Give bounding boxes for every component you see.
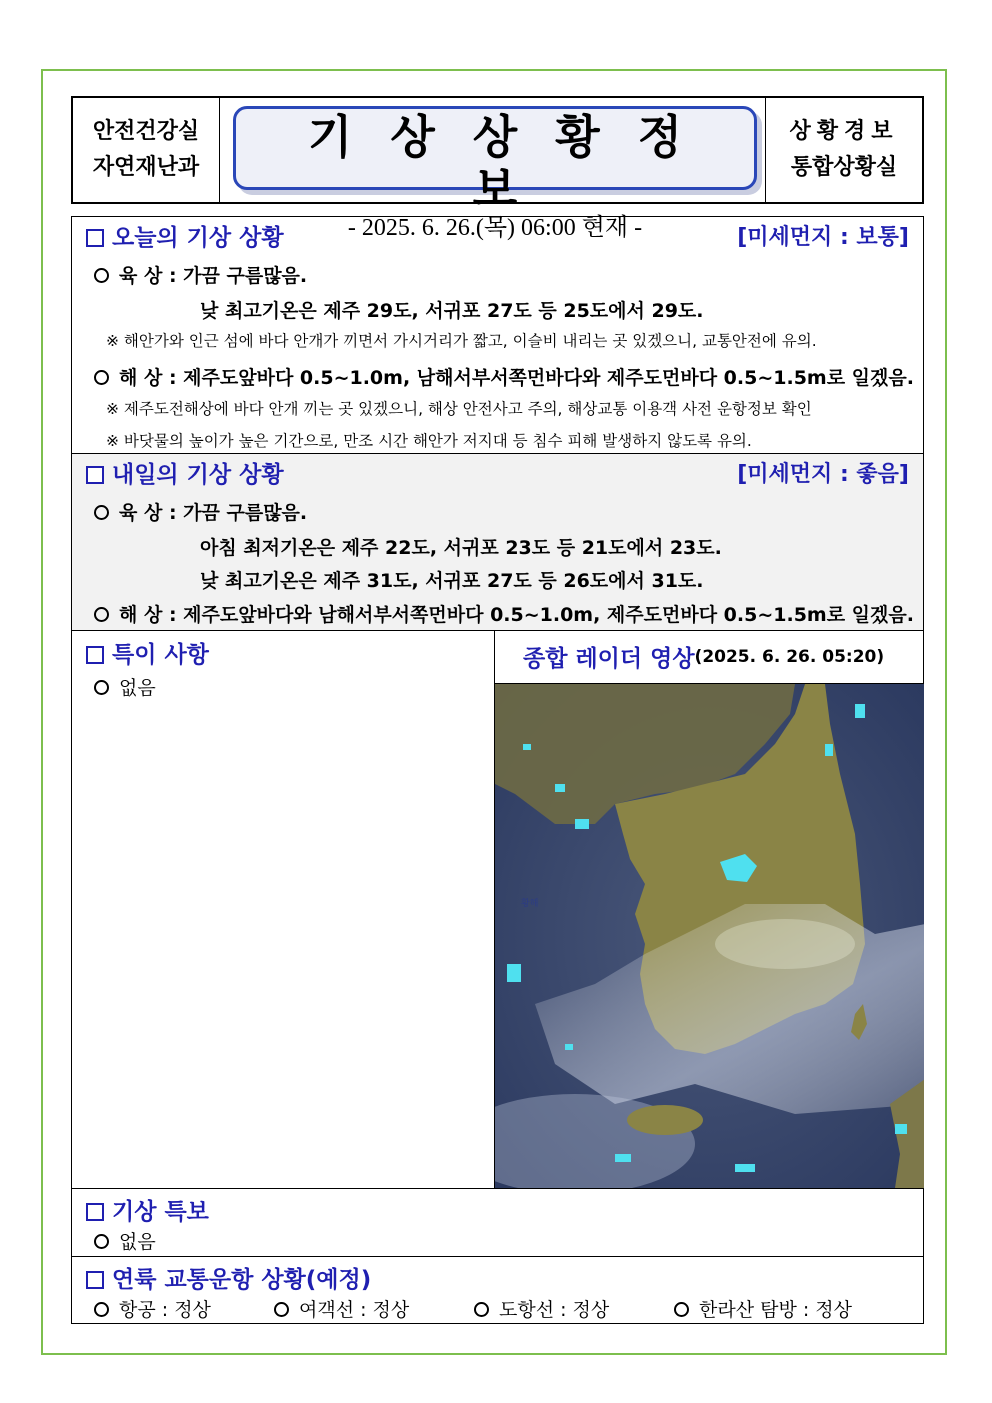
radar-map xyxy=(495,684,924,1188)
report-title: 기상상황정보 xyxy=(307,110,721,216)
checkbox-icon xyxy=(86,229,104,247)
warning-section xyxy=(71,1188,924,1257)
cloud-patch xyxy=(715,919,855,969)
radar-heading xyxy=(494,630,924,684)
tomorrow-section xyxy=(71,453,924,631)
tomorrow-land: 육 상 : 가끔 구름많음. xyxy=(94,498,307,525)
transport-heading: 연륙 교통운항 상황(예정) xyxy=(86,1261,371,1294)
special-heading: 특이 사항 xyxy=(86,636,209,669)
radar-echo xyxy=(735,1164,755,1172)
transport-item-hallasan: 한라산 탐방 : 정상 xyxy=(674,1295,852,1322)
transport-section xyxy=(71,1256,924,1324)
tomorrow-sea: 해 상 : 제주도앞바다와 남해서부서쪽먼바다 0.5~1.0m, 제주도먼바다 0.5~1.5m로 일겠음. xyxy=(94,600,914,627)
circle-bullet-icon xyxy=(94,680,109,695)
today-land-temp: 낮 최고기온은 제주 29도, 서귀포 27도 등 25도에서 29도. xyxy=(200,300,704,322)
checkbox-icon xyxy=(86,1271,104,1289)
today-land: 육 상 : 가끔 구름많음. xyxy=(94,261,307,288)
radar-echo xyxy=(565,1044,573,1050)
today-sea: 해 상 : 제주도앞바다 0.5~1.0m, 남해서부서쪽먼바다와 제주도먼바다 0.5~1.5m로 일겠음. xyxy=(94,363,914,390)
jeju-island xyxy=(627,1105,703,1135)
transport-item-island-ferry: 도항선 : 정상 xyxy=(474,1295,609,1322)
tomorrow-max-temp: 낮 최고기온은 제주 31도, 서귀포 27도 등 26도에서 31도. xyxy=(200,570,704,592)
today-land-note: ※ 해안가와 인근 섬에 바다 안개가 끼면서 가시거리가 짧고, 이슬비 내리는 곳 있겠으니, 교통안전에 유의. xyxy=(106,332,817,350)
circle-bullet-icon xyxy=(274,1302,289,1317)
radar-echo xyxy=(523,744,531,750)
transport-item-air: 항공 : 정상 xyxy=(94,1295,211,1322)
today-sea-note1: ※ 제주도전해상에 바다 안개 끼는 곳 있겠으니, 해상 안전사고 주의, 해상교통 이용객 사전 운항정보 확인 xyxy=(106,400,812,418)
circle-bullet-icon xyxy=(94,505,109,520)
circle-bullet-icon xyxy=(94,370,109,385)
today-dust: [미세먼지 : 보통] xyxy=(737,225,909,250)
issuer-right-line1: 상황경보 xyxy=(789,119,899,144)
today-sea-note2: ※ 바닷물의 높이가 높은 기간으로, 만조 시간 해안가 저지대 등 침수 피해 발생하지 않도록 유의. xyxy=(106,432,752,450)
circle-bullet-icon xyxy=(94,607,109,622)
radar-image xyxy=(494,684,924,1188)
radar-echo xyxy=(575,819,589,829)
warning-value: 없음 xyxy=(94,1227,156,1254)
circle-bullet-icon xyxy=(474,1302,489,1317)
radar-echo xyxy=(507,964,521,982)
title-box xyxy=(233,106,757,241)
report-date: - 2025. 6. 26.(목) 06:00 현재 - xyxy=(347,215,643,241)
tomorrow-heading: 내일의 기상 상황 xyxy=(86,456,284,489)
circle-bullet-icon xyxy=(674,1302,689,1317)
checkbox-icon xyxy=(86,646,104,664)
radar-time: (2025. 6. 26. 05:20) xyxy=(694,646,885,667)
circle-bullet-icon xyxy=(94,1302,109,1317)
radar-echo xyxy=(825,744,833,756)
issuer-right-line2: 통합상황실 xyxy=(790,155,898,180)
transport-item-ferry: 여객선 : 정상 xyxy=(274,1295,409,1322)
radar-echo xyxy=(555,784,565,792)
radar-echo xyxy=(855,704,865,718)
radar-echo xyxy=(615,1154,631,1162)
issuer-right xyxy=(765,98,922,202)
circle-bullet-icon xyxy=(94,268,109,283)
radar-title: 종합 레이더 영상 xyxy=(523,646,695,672)
special-value: 없음 xyxy=(94,673,156,700)
sea-label: 황해 xyxy=(521,899,539,909)
tomorrow-min-temp: 아침 최저기온은 제주 22도, 서귀포 23도 등 21도에서 23도. xyxy=(200,537,722,559)
checkbox-icon xyxy=(86,466,104,484)
tomorrow-dust: [미세먼지 : 좋음] xyxy=(737,462,909,487)
warning-heading: 기상 특보 xyxy=(86,1193,209,1226)
checkbox-icon xyxy=(86,1203,104,1221)
today-heading: 오늘의 기상 상황 xyxy=(86,219,284,252)
radar-echo xyxy=(895,1124,907,1134)
circle-bullet-icon xyxy=(94,1234,109,1249)
today-section xyxy=(71,216,924,454)
issuer-left xyxy=(73,98,220,202)
issuer-left-line2: 자연재난과 xyxy=(92,155,200,180)
issuer-left-line1: 안전건강실 xyxy=(92,119,200,144)
